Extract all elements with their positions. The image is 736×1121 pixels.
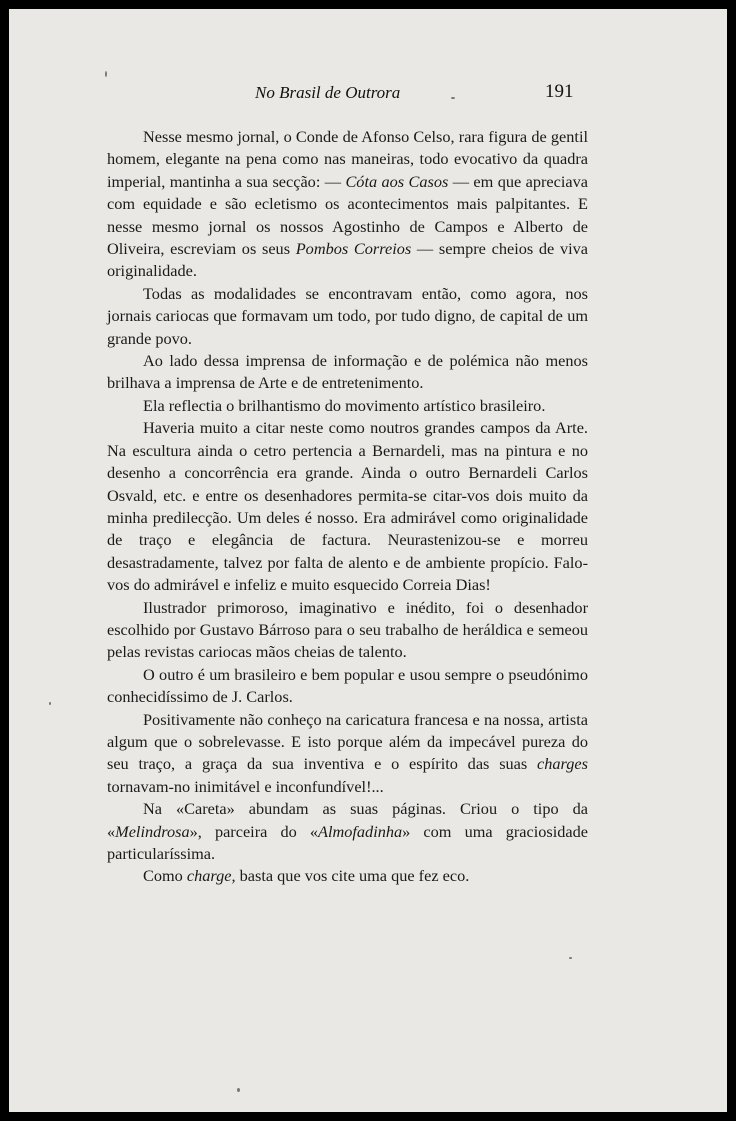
text-run: — sempre cheios de viva originalidade. [107,239,589,281]
italic-text: Almofadinha [318,821,403,841]
italic-text: Pombos Correios [295,239,412,259]
text-run: Na «Careta» abundam as suas páginas. Criou o tipo da « [107,799,588,841]
paragraph [107,417,588,596]
page-number: 191 [545,81,574,102]
paragraph [107,283,588,350]
italic-text: Melindrosa [115,821,190,841]
paragraph [107,664,588,709]
print-speck [451,97,455,99]
page-header [9,83,727,109]
running-title: No Brasil de Outrora [255,83,401,102]
italic-text: charges [537,754,588,774]
paragraph [107,798,588,865]
text-run: O outro é um brasileiro e bem popular e usou sempre o pseudónimo conhecidíssimo de J. Carlos. [107,664,588,707]
paragraph [107,709,588,799]
book-page [9,9,727,1112]
italic-text: charge, [186,866,236,886]
print-speck [105,71,107,77]
text-run: basta que vos cite uma que fez eco. [235,866,470,886]
paragraph [107,395,588,417]
text-run: Nesse mesmo jornal, o Conde de Afonso Celso, rara figura de gentil homem, elegante na pena como nas maneiras, todo evocativo da quadra imperial, mantinha a sua secção: — [107,127,588,191]
text-run: tornavam-no inimitável e inconfundível!... [107,776,384,796]
print-speck [237,1088,240,1092]
text-run: — em que apreciava com equidade e são ecletismo os acontecimentos mais palpitantes. E nesse mesmo jornal os nossos Agostinho de Campos e Alberto de Oliveira, escreviam os seus [107,171,588,259]
text-run: Ela reflectia o brilhantismo do movimento artístico brasileiro. [143,395,546,415]
print-speck [49,702,51,705]
text-run: Todas as modalidades se encontravam então, como agora, nos jornais cariocas que formavam um todo, por tudo digno, de capital de um grande povo. [107,283,588,348]
text-run: », parceira do « [189,821,319,841]
paragraph [107,597,588,664]
paragraph [107,126,588,283]
text-run: Haveria muito a citar neste como noutros grandes campos da Arte. Na escultura ainda o cetro pertencia a Bernardeli, mas na pintura e no desenho a concorrência era grande. Ainda o outro Bernardeli Carlos Osvald, etc. e entre os desenhadores permita-se citar-vos dois muito da minha predilecção. Um deles é nosso. Era admirável como originalidade de traço e elegância de factura. Neurastenizou-se e morreu desastradamente, talvez por falta de alento e de ambiente propício. Falo-vos do admirável e infeliz e muito esquecido Correia Dias! [107,418,588,595]
text-run: Como [143,866,187,886]
text-run: Ilustrador primoroso, imaginativo e inédito, foi o desenhador escolhido por Gustavo Bárroso para o seu trabalho de heráldica e semeou pelas revistas cariocas mãos cheias de talento. [107,597,588,662]
body-text [107,126,588,888]
paragraph [107,865,588,887]
text-run: Positivamente não conheço na caricatura francesa e na nossa, artista algum que o sobrelevasse. E isto porque além da impecável pureza do seu traço, a graça da sua inventiva e o espírito das suas [107,709,588,774]
text-run: » com uma graciosidade particularíssima. [107,821,588,863]
paragraph [107,350,588,395]
text-run: Ao lado dessa imprensa de informação e de polémica não menos brilhava a imprensa de Arte e de entretenimento. [107,351,588,393]
italic-text: Cóta aos Casos [345,171,449,191]
print-speck [569,957,572,959]
